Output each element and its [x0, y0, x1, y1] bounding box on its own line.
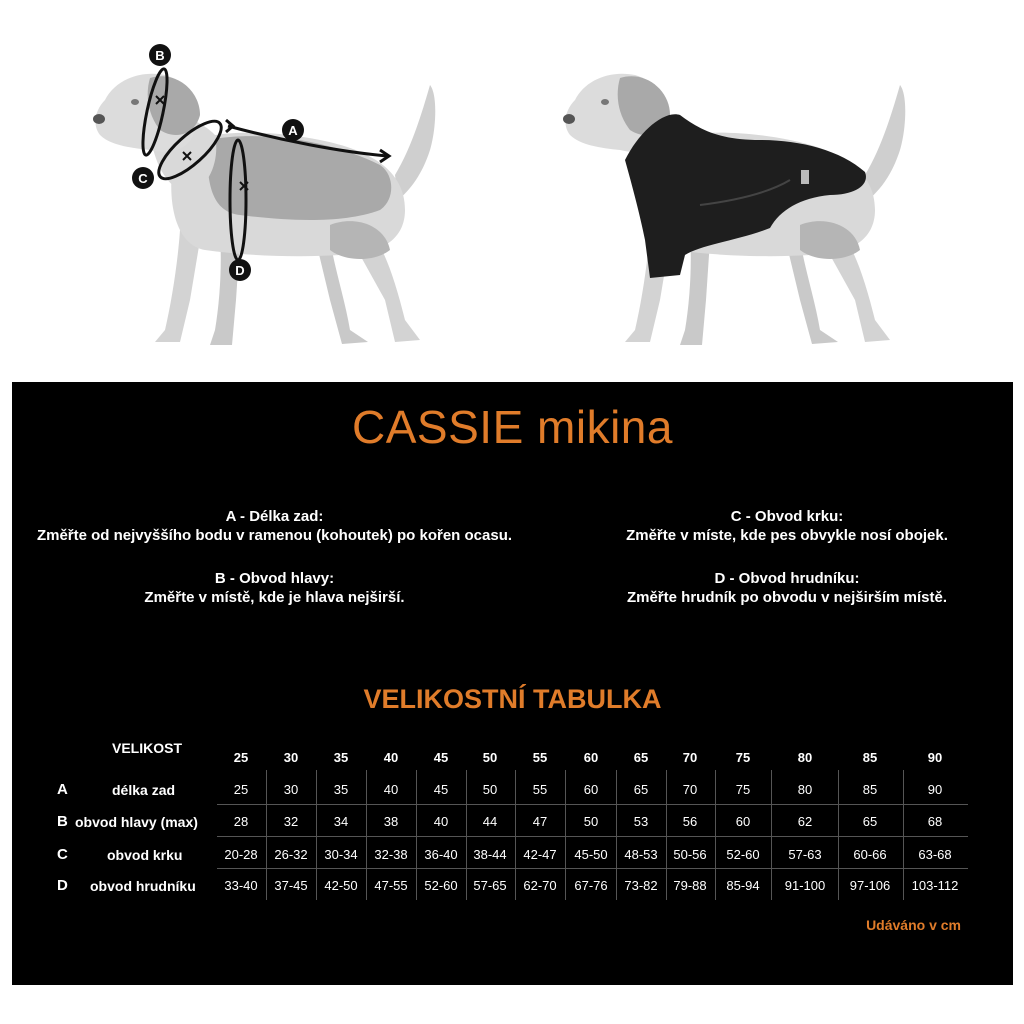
instruction-a-title: A - Délka zad: — [225, 508, 324, 525]
grid-divider — [838, 770, 839, 900]
table-cell: 60-66 — [853, 847, 887, 862]
size-header-cell: 65 — [633, 750, 649, 765]
table-cell: 38 — [383, 814, 399, 829]
grid-divider — [466, 770, 467, 900]
table-cell: 52-60 — [424, 878, 458, 893]
size-info-panel — [12, 382, 1013, 985]
grid-divider — [217, 868, 968, 869]
size-header-cell: 85 — [862, 750, 878, 765]
size-header-cell: 75 — [735, 750, 751, 765]
table-cell: 28 — [233, 814, 249, 829]
table-cell: 30-34 — [324, 847, 358, 862]
dog-left-illustration — [93, 44, 435, 345]
size-header-cell: 25 — [233, 750, 249, 765]
table-cell: 36-40 — [424, 847, 458, 862]
row-label: obvod krku — [107, 847, 183, 863]
instruction-c-title: C - Obvod krku: — [730, 508, 844, 525]
table-cell: 63-68 — [918, 847, 952, 862]
table-cell: 40 — [433, 814, 449, 829]
table-cell: 50 — [482, 782, 498, 797]
size-header-cell: 35 — [333, 750, 349, 765]
size-table-title: VELIKOSTNÍ TABULKA — [363, 684, 662, 714]
row-letter: C — [57, 846, 68, 863]
table-cell: 65 — [862, 814, 878, 829]
table-cell: 32-38 — [374, 847, 408, 862]
table-cell: 37-45 — [274, 878, 308, 893]
size-header-cell: 60 — [583, 750, 599, 765]
table-cell: 34 — [333, 814, 349, 829]
instruction-b-title: B - Obvod hlavy: — [214, 570, 335, 587]
table-cell: 50 — [583, 814, 599, 829]
grid-divider — [565, 770, 566, 900]
dog-measurement-diagram — [0, 0, 1024, 382]
table-cell: 32 — [283, 814, 299, 829]
svg-text:C: C — [138, 171, 148, 186]
table-cell: 55 — [532, 782, 548, 797]
table-cell: 30 — [283, 782, 299, 797]
page-title: CASSIE mikina — [352, 401, 673, 453]
table-cell: 65 — [633, 782, 649, 797]
table-cell: 20-28 — [224, 847, 258, 862]
badge-a — [282, 119, 304, 141]
illustration-area — [0, 0, 1024, 382]
row-label: obvod hlavy (max) — [75, 814, 198, 830]
instruction-a — [22, 507, 527, 545]
table-cell: 62-70 — [523, 878, 557, 893]
size-header-cell: 30 — [283, 750, 299, 765]
table-cell: 91-100 — [784, 878, 826, 893]
instruction-d-title: D - Obvod hrudníku: — [714, 570, 860, 587]
grid-divider — [316, 770, 317, 900]
badge-b — [149, 44, 171, 66]
table-cell: 97-106 — [849, 878, 891, 893]
row-letter: B — [57, 813, 68, 830]
table-cell: 45 — [433, 782, 449, 797]
instruction-d-text: Změřte hrudník po obvodu v nejširším místě. — [626, 589, 948, 606]
table-cell: 68 — [927, 814, 943, 829]
unit-note: Udáváno v cm — [866, 917, 961, 933]
table-cell: 103-112 — [911, 878, 959, 893]
table-cell: 47-55 — [374, 878, 408, 893]
table-cell: 48-53 — [624, 847, 658, 862]
table-cell: 52-60 — [726, 847, 760, 862]
size-header-cell: 70 — [682, 750, 698, 765]
size-header-cell: 55 — [532, 750, 548, 765]
badge-c — [132, 167, 154, 189]
size-header-cell: 50 — [482, 750, 498, 765]
grid-divider — [515, 770, 516, 900]
table-cell: 62 — [797, 814, 813, 829]
grid-divider — [217, 804, 968, 805]
instruction-c-text: Změřte v míste, kde pes obvykle nosí obojek. — [626, 527, 948, 544]
grid-divider — [715, 770, 716, 900]
instruction-b — [22, 569, 527, 607]
table-cell: 26-32 — [274, 847, 308, 862]
size-header-cell: 80 — [797, 750, 813, 765]
table-cell: 67-76 — [574, 878, 608, 893]
table-cell: 44 — [482, 814, 498, 829]
table-cell: 40 — [383, 782, 399, 797]
table-cell: 79-88 — [673, 878, 707, 893]
table-cell: 47 — [532, 814, 548, 829]
table-cell: 42-50 — [324, 878, 358, 893]
instruction-c — [587, 507, 987, 545]
table-cell: 85 — [862, 782, 878, 797]
grid-divider — [266, 770, 267, 900]
grid-divider — [366, 770, 367, 900]
svg-text:D: D — [235, 263, 245, 278]
table-cell: 57-65 — [473, 878, 507, 893]
table-cell: 73-82 — [624, 878, 658, 893]
size-label: VELIKOST — [112, 740, 183, 756]
svg-text:B: B — [155, 48, 165, 63]
table-cell: 45-50 — [574, 847, 608, 862]
dog-right-illustration — [563, 74, 905, 345]
table-cell: 53 — [633, 814, 649, 829]
grid-divider — [666, 770, 667, 900]
svg-text:A: A — [288, 123, 298, 138]
table-cell: 60 — [583, 782, 599, 797]
instruction-d — [587, 569, 987, 607]
table-cell: 85-94 — [726, 878, 760, 893]
table-cell: 70 — [682, 782, 698, 797]
table-cell: 57-63 — [788, 847, 822, 862]
grid-divider — [771, 770, 772, 900]
table-cell: 38-44 — [473, 847, 507, 862]
table-cell: 56 — [682, 814, 698, 829]
table-cell: 25 — [233, 782, 249, 797]
table-cell: 80 — [797, 782, 813, 797]
size-header-cell: 40 — [383, 750, 399, 765]
size-header-cell: 45 — [433, 750, 449, 765]
grid-divider — [903, 770, 904, 900]
table-cell: 50-56 — [673, 847, 707, 862]
instruction-b-text: Změřte v místě, kde je hlava nejširší. — [144, 589, 405, 606]
grid-divider — [416, 770, 417, 900]
grid-divider — [616, 770, 617, 900]
instruction-a-text: Změřte od nejvyššího bodu v ramenou (kohoutek) po kořen ocasu. — [36, 527, 513, 544]
table-cell: 90 — [927, 782, 943, 797]
row-letter: D — [57, 877, 68, 894]
table-cell: 60 — [735, 814, 751, 829]
grid-divider — [217, 836, 968, 837]
row-letter: A — [57, 781, 68, 798]
size-header-cell: 90 — [927, 750, 943, 765]
table-cell: 42-47 — [523, 847, 557, 862]
table-cell: 33-40 — [224, 878, 258, 893]
row-label: obvod hrudníku — [90, 878, 196, 894]
badge-d — [229, 259, 251, 281]
table-cell: 35 — [333, 782, 349, 797]
table-cell: 75 — [735, 782, 751, 797]
row-label: délka zad — [112, 782, 176, 798]
